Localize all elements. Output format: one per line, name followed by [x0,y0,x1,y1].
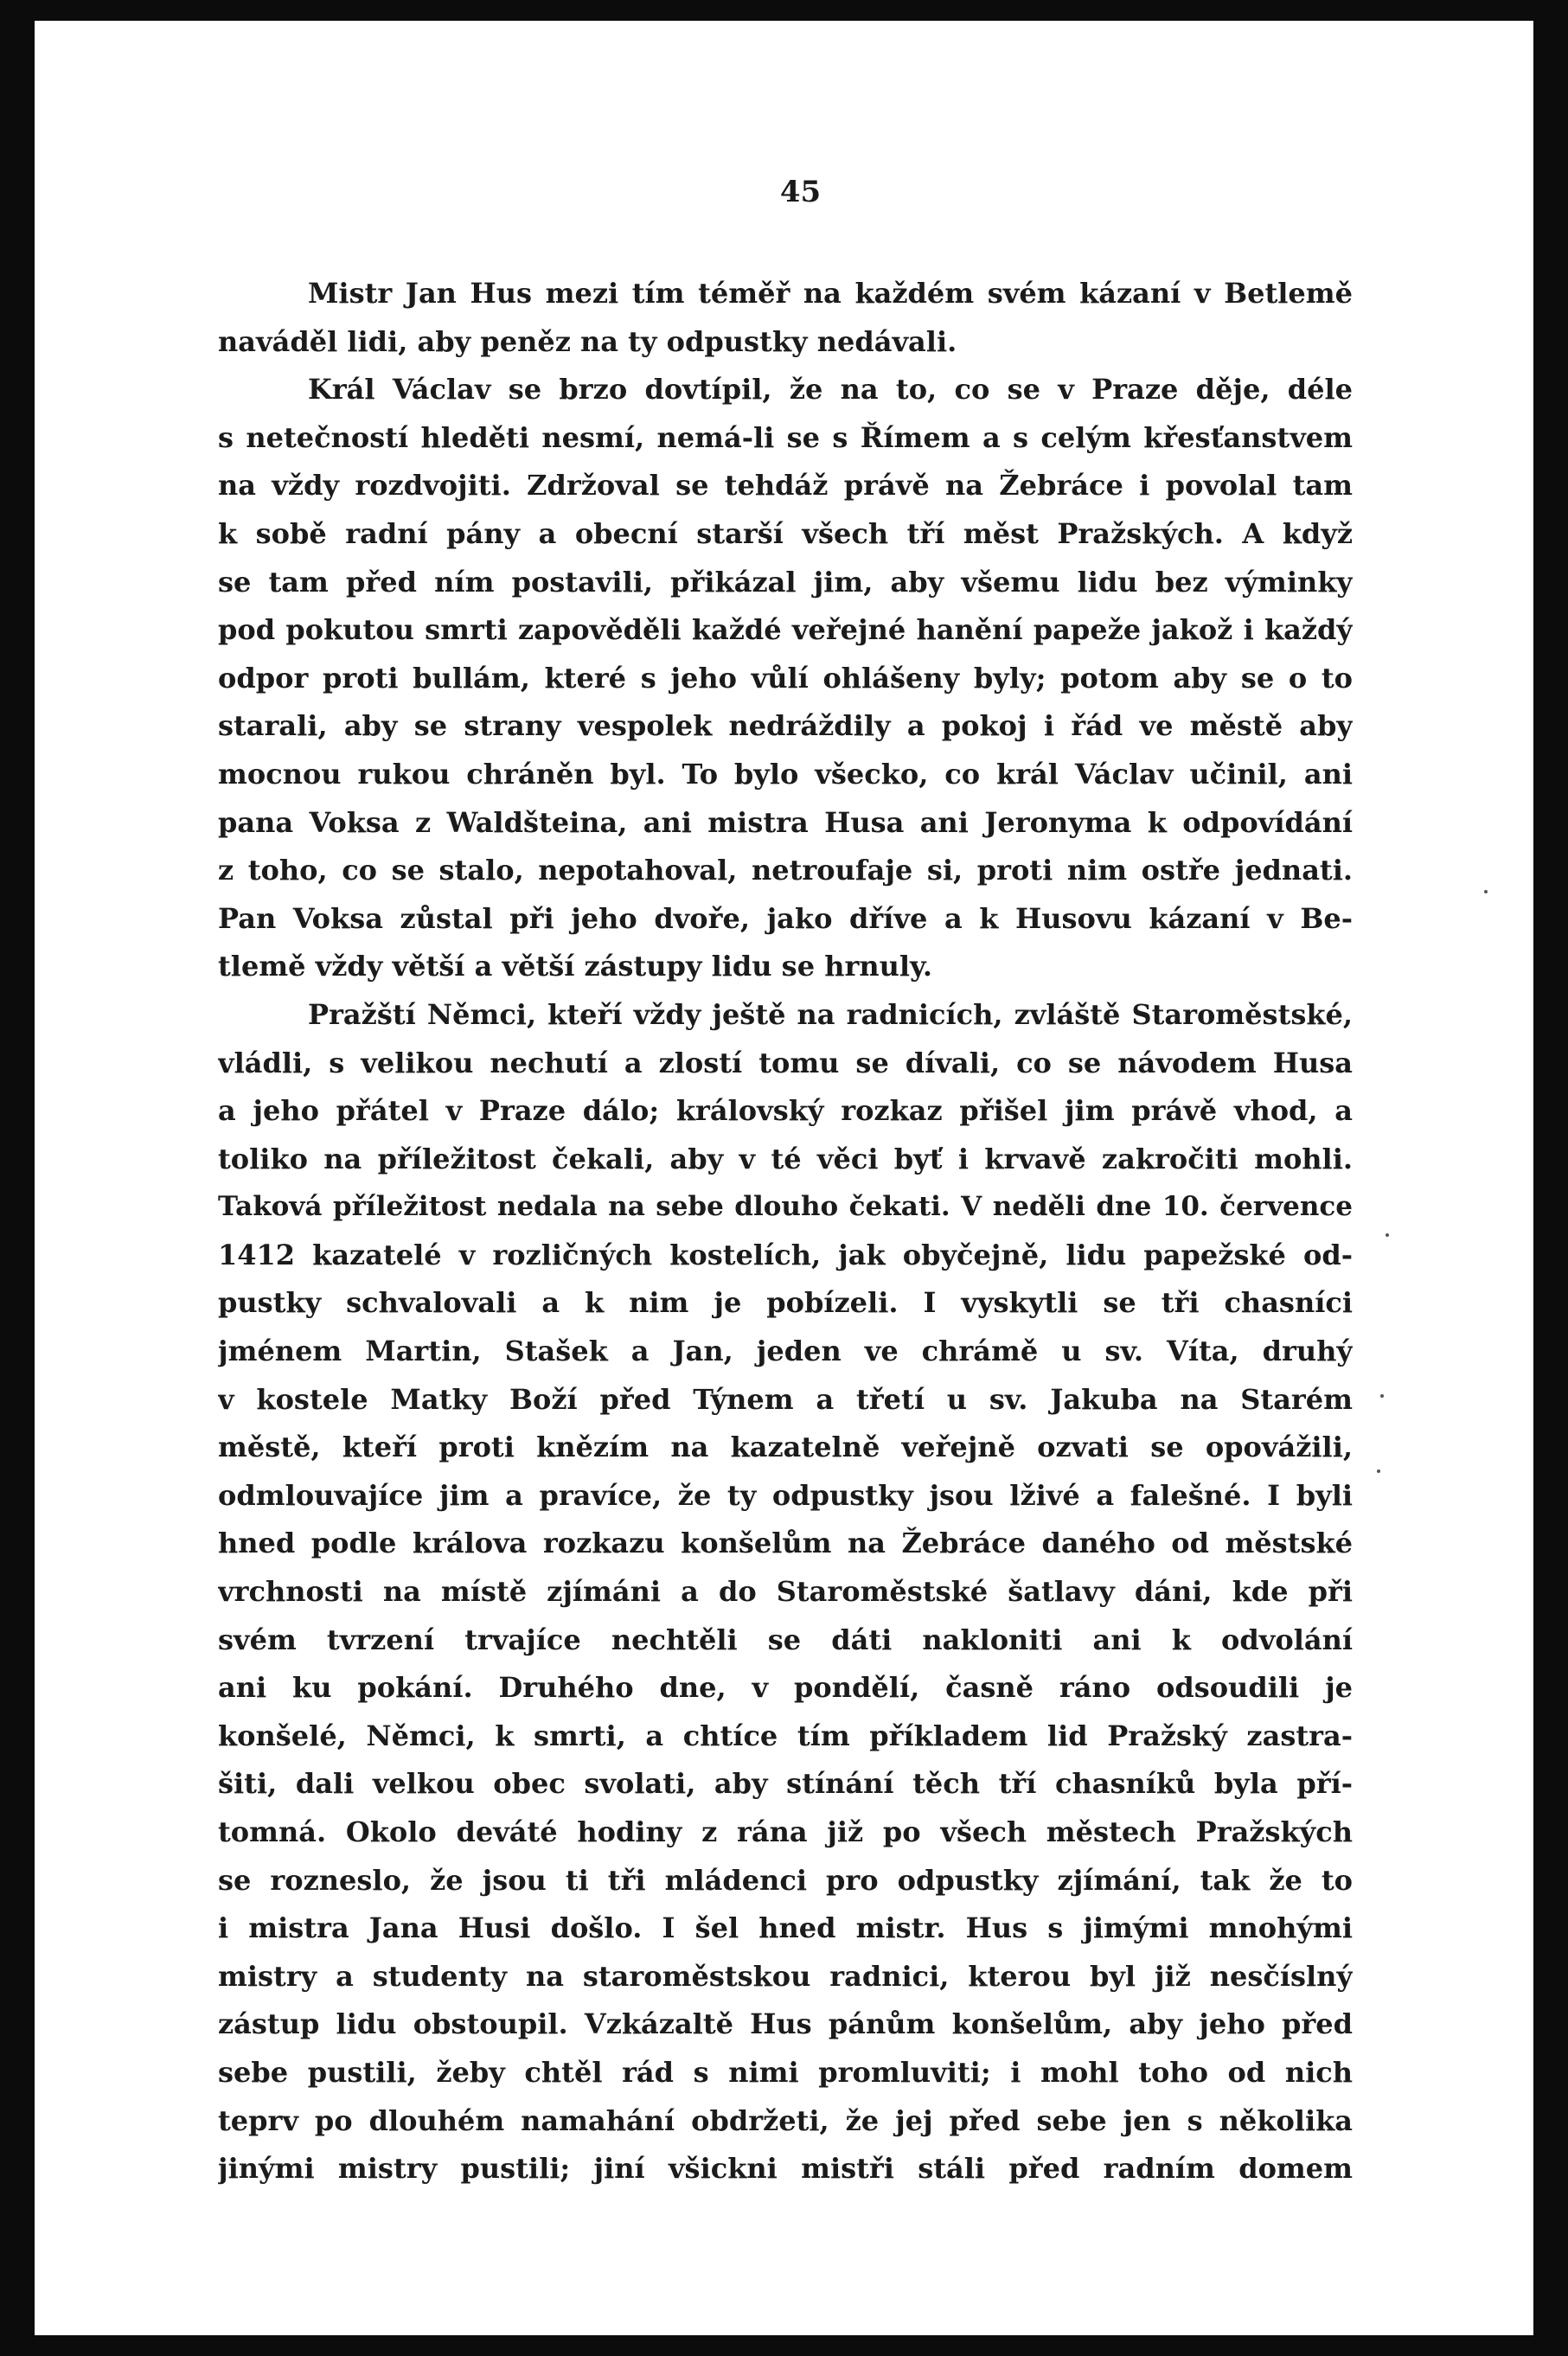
text-line: jménem Martin, Stašek a Jan, jeden ve chrámě u sv. Víta, druhý [218,1335,1353,1368]
text-line: z toho, co se stalo, nepotahoval, netroufaje si, proti nim ostře jednati. [218,854,1353,887]
text-line: tomná. Okolo deváté hodiny z rána již po všech městech Pražských [218,1815,1353,1848]
text-line: i mistra Jana Husi došlo. I šel hned mistr. Hus s jimými mnohými [218,1911,1353,1945]
text-line: Pražští Němci, kteří vždy ještě na radnicích, zvláště Staroměstské, [308,997,1353,1031]
text-line: k sobě radní pány a obecní starší všech tří měst Pražských. A když [218,516,1353,550]
text-line: toliko na příležitost čekali, aby v té věci byť i krvavě zakročiti mohli. [218,1142,1353,1175]
text-line: pod pokutou smrti zapověděli každé veřejné hanění papeže jakož i každý [218,613,1353,647]
text-line: pana Voksa z Waldšteina, ani mistra Husa ani Jeronyma k odpovídání [218,805,1353,839]
page-number: 45 [779,175,822,209]
scan-speck [1386,1233,1389,1237]
text-line: starali, aby se strany vespolek nedráždily a pokoj i řád ve městě aby [218,709,1353,743]
text-line: konšelé, Němci, k smrti, a chtíce tím příkladem lid Pražský zastra- [218,1719,1353,1752]
text-line: šiti, dali velkou obec svolati, aby stínání těch tří chasníků byla pří- [218,1767,1353,1801]
text-line: Král Václav se brzo dovtípil, že na to, co se v Praze děje, déle [308,373,1353,407]
text-line: mocnou rukou chráněn byl. To bylo všecko, co král Václav učinil, ani [218,757,1353,791]
text-line: vrchnosti na místě zjímáni a do Staroměstské šatlavy dáni, kde při [218,1575,1353,1609]
text-line: zástup lidu obstoupil. Vzkázaltě Hus pánům konšelům, aby jeho před [218,2007,1353,2041]
scan-speck [1377,1469,1380,1473]
text-line: svém tvrzení trvajíce nechtěli se dáti nakloniti ani k odvolání [218,1623,1353,1656]
text-line: pustky schvalovali a k nim je pobízeli. I vyskytli se tři chasníci [218,1286,1353,1320]
text-line: vládli, s velikou nechutí a zlostí tomu se dívali, co se návodem Husa [218,1046,1353,1079]
book-page [35,21,1533,2335]
scan-speck [1380,1394,1384,1398]
text-line: odpor proti bullám, které s jeho vůlí ohlášeny byly; potom aby se o to [218,661,1353,695]
text-line: mistry a studenty na staroměstskou radnici, kterou byl již nesčíslný [218,1959,1353,1993]
text-line: Taková příležitost nedala na sebe dlouho čekati. V neděli dne 10. července [218,1191,1353,1223]
body-text [218,270,1353,2193]
text-line: na vždy rozdvojiti. Zdržoval se tehdáž právě na Žebráce i povolal tam [218,469,1353,503]
text-line: teprv po dlouhém namahání obdržeti, že jej před sebe jen s několika [218,2103,1353,2137]
text-line: 1412 kazatelé v rozličných kostelích, jak obyčejně, lidu papežské od- [218,1238,1353,1271]
text-line: naváděl lidi, aby peněz na ty odpustky nedávali. [218,324,957,358]
text-line: sebe pustili, žeby chtěl rád s nimi promluviti; i mohl toho od nich [218,2055,1353,2089]
text-line: hned podle králova rozkazu konšelům na Žebráce daného od městské [218,1527,1353,1560]
text-line: v kostele Matky Boží před Týnem a třetí u sv. Jakuba na Starém [218,1382,1353,1416]
text-line: jinými mistry pustili; jiní všickni mistři stáli před radním domem [218,2152,1353,2186]
text-line: odmlouvajíce jim a pravíce, že ty odpustky jsou lživé a falešné. I byli [218,1478,1353,1512]
scan-speck [1484,890,1488,893]
text-line: Mistr Jan Hus mezi tím téměř na každém svém kázaní v Betlemě [308,277,1353,310]
text-line: se rozneslo, že jsou ti tři mládenci pro odpustky zjímání, tak že to [218,1863,1353,1897]
text-line: se tam před ním postavili, přikázal jim, aby všemu lidu bez výminky [218,565,1353,599]
text-line: Pan Voksa zůstal při jeho dvoře, jako dříve a k Husovu kázaní v Be- [218,901,1353,935]
text-line: ani ku pokání. Druhého dne, v pondělí, časně ráno odsoudili je [218,1671,1353,1705]
text-line: tlemě vždy větší a větší zástupy lidu se hrnuly. [218,950,933,983]
text-line: s netečností hleděti nesmí, nemá-li se s Římem a s celým křesťanstvem [218,420,1353,454]
text-line: městě, kteří proti knězím na kazatelně veřejně ozvati se opovážili, [218,1431,1353,1464]
text-line: a jeho přátel v Praze dálo; královský rozkaz přišel jim právě vhod, a [218,1094,1353,1128]
